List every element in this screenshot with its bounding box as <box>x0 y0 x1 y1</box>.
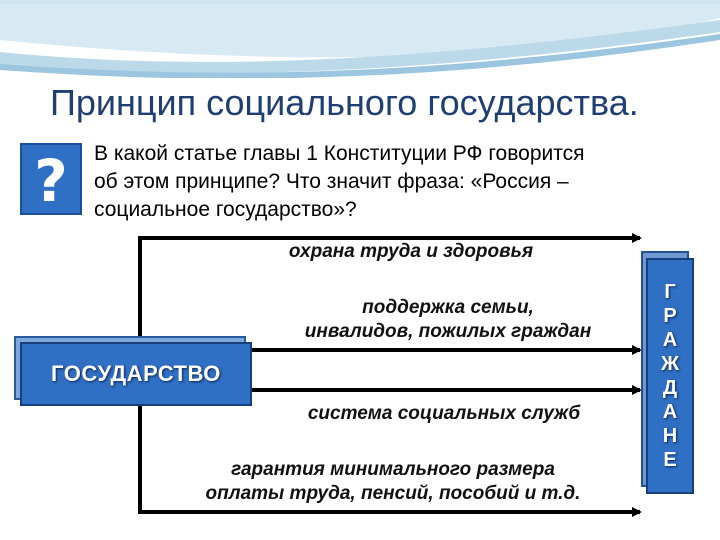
citizens-letters <box>646 258 694 494</box>
label-social-services: система социальных служб <box>307 403 581 424</box>
question-line: социальное государство»? <box>94 198 357 221</box>
citizens-letter: Н <box>662 425 678 447</box>
label-family-support: поддержка семьи, инвалидов, пожилых граждан <box>304 297 592 342</box>
state-box <box>20 342 252 406</box>
slide-title: Принцип социального государства. <box>50 82 639 123</box>
label-labor-protection: охрана труда и здоровья <box>288 241 534 262</box>
citizens-letter: Е <box>663 449 677 471</box>
label-minimum-guarantee: гарантия минимального размера оплаты труда, пенсий, пособий и т.д. <box>205 459 581 504</box>
citizens-letter: А <box>662 401 678 423</box>
citizens-box <box>646 258 694 494</box>
question-mark-icon: ? <box>34 147 68 215</box>
citizens-letter: Р <box>663 305 677 327</box>
question-line: об этом принципе? Что значит фраза: «Россия – <box>94 170 569 193</box>
state-label: ГОСУДАРСТВО <box>20 342 252 406</box>
citizens-letter: Г <box>664 281 676 303</box>
citizens-letter: Д <box>662 377 678 399</box>
question-line: В какой статье главы 1 Конституции РФ говорится <box>94 142 585 165</box>
citizens-letter: Ж <box>660 353 680 375</box>
citizens-letter: А <box>662 329 678 351</box>
